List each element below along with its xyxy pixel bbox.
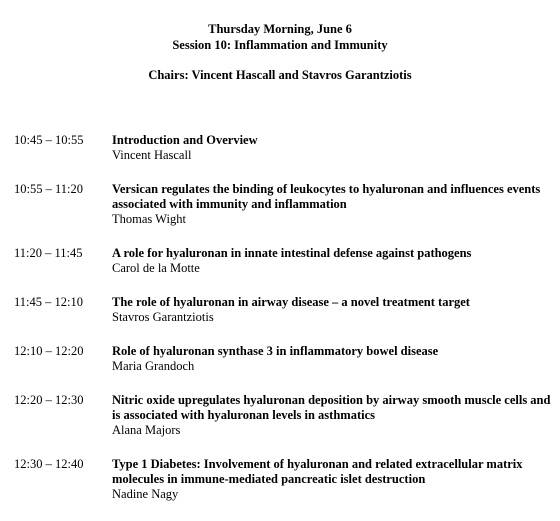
schedule-time: 10:55 – 11:20 bbox=[14, 182, 83, 196]
talk-speaker: Nadine Nagy bbox=[112, 487, 179, 501]
talk-speaker: Alana Majors bbox=[112, 423, 181, 437]
schedule-time: 12:20 – 12:30 bbox=[14, 393, 84, 407]
schedule-item bbox=[14, 393, 554, 438]
talk-title: Nitric oxide upregulates hyaluronan deposition by airway smooth muscle cells and is associated with hyaluronan levels in asthmatics bbox=[112, 393, 551, 422]
schedule-time: 10:45 – 10:55 bbox=[14, 133, 84, 147]
schedule-item bbox=[14, 133, 554, 163]
schedule-item bbox=[14, 457, 554, 502]
talk-title: The role of hyaluronan in airway disease – a novel treatment target bbox=[112, 295, 470, 309]
schedule-item bbox=[14, 344, 554, 374]
session-header bbox=[0, 21, 560, 83]
schedule-time: 11:45 – 12:10 bbox=[14, 295, 83, 309]
session-date: Thursday Morning, June 6 bbox=[208, 22, 352, 36]
schedule-list bbox=[14, 133, 554, 521]
schedule-item bbox=[14, 182, 554, 227]
schedule-item bbox=[14, 246, 554, 276]
talk-title: Versican regulates the binding of leukocytes to hyaluronan and influences events associated with immunity and inflammation bbox=[112, 182, 541, 211]
talk-speaker: Maria Grandoch bbox=[112, 359, 195, 373]
schedule-time: 12:30 – 12:40 bbox=[14, 457, 84, 471]
talk-title: Type 1 Diabetes: Involvement of hyaluronan and related extracellular matrix molecules in immune-mediated pancreatic islet destruction bbox=[112, 457, 523, 486]
schedule-time: 11:20 – 11:45 bbox=[14, 246, 83, 260]
talk-speaker: Stavros Garantziotis bbox=[112, 310, 214, 324]
talk-speaker: Vincent Hascall bbox=[112, 148, 192, 162]
schedule-time: 12:10 – 12:20 bbox=[14, 344, 84, 358]
schedule-item bbox=[14, 295, 554, 325]
talk-title: Introduction and Overview bbox=[112, 133, 258, 147]
talk-speaker: Carol de la Motte bbox=[112, 261, 200, 275]
talk-speaker: Thomas Wight bbox=[112, 212, 186, 226]
talk-title: Role of hyaluronan synthase 3 in inflammatory bowel disease bbox=[112, 344, 439, 358]
talk-title: A role for hyaluronan in innate intestinal defense against pathogens bbox=[112, 246, 472, 260]
session-chairs: Chairs: Vincent Hascall and Stavros Garantziotis bbox=[148, 68, 412, 82]
session-title: Session 10: Inflammation and Immunity bbox=[172, 38, 388, 52]
